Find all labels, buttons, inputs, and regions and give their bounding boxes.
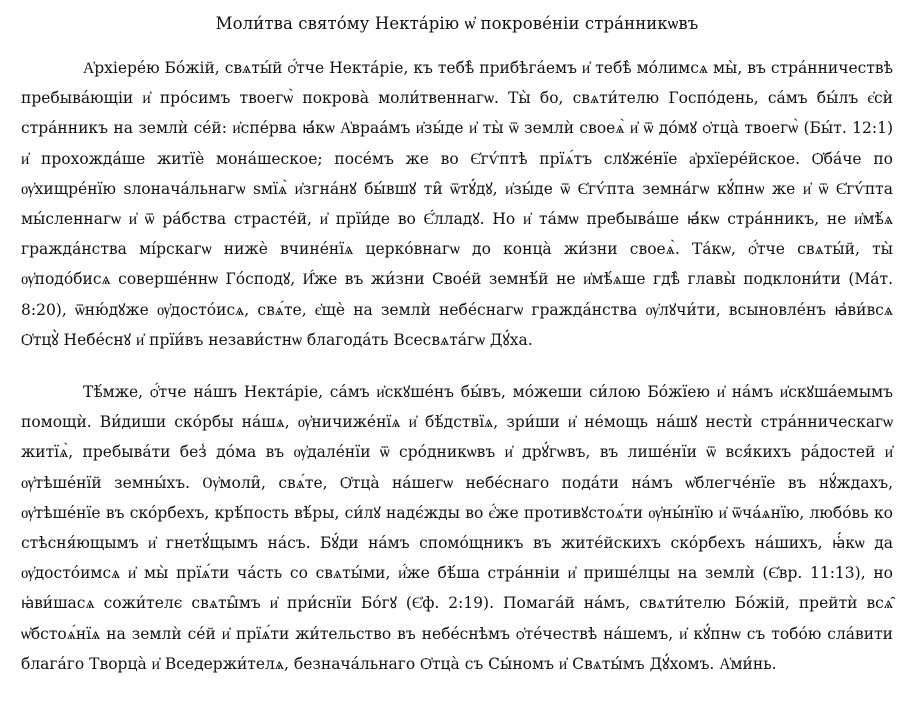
prayer-title: Моли́тва свято́му Некта́рію ѡ҆ покрове́ніи стра́нникѡвъ (215, 14, 699, 33)
prayer-paragraph-1: А҆рхіере́ю Бо́жій, свѧты́й ѻ҆́тче Некта́ріе, къ тебѣ̀ прибѣга́емъ и҆ тебѣ̀ мо́лимсѧ мы̀, въ стра́нничествѣ пребыва́ющіи и҆ про́симъ твоегѡ̀ покрова̀ моли́твеннагѡ. Ты̀ бо, свѧти́телю Госпо́день, са́мъ бы́лъ є҆сѝ стра́нникъ на землѝ се́й: и҆спе́рва ꙗ҆́кѡ А҆враа́мъ и҆зы́де и҆ ты̀ ѿ землѝ своеѧ̀ и҆ ѿ до́мꙋ ѻ҆тца̀ твоегѡ̀ (Бы́т. 12:1) и҆ прохожда́ше житїѐ мона́шеское; посе́мъ же во Є҆гѵ́птѣ прїѧ́тъ слꙋже́нїе а҆рхїере́йское. Ѻ҆ба́че по ѹ҆хищре́нїю ѕлонача́льнагѡ ѕмїѧ̀ и҆згна́нꙋ бы́вшꙋ ти̑ ѿтꙋ́дꙋ, и҆зы́де ѿ Є҆гѵ́пта земна́гѡ кꙋ́пнѡ же и҆ ѿ Є҆гѵ́пта мы́сленнагѡ и҆ ѿ ра́бства страсте́й, и҆ прїи́де во Є҆́лладꙋ. Но и҆ та́мѡ пребыва́ше ꙗ҆́кѡ стра́нникъ, не и҆мѣ́ѧ гражда́нства мі́рскагѡ нижѐ вчине́нїѧ церко́внагѡ до конца̀ жи́зни своеѧ̀. Та́кѡ, ѻ҆́тче свѧты́й, ты̀ ѹ҆подо́бисѧ соверше́ннѡ Го́сподꙋ, И҆́же въ жи́зни Свое́й земнѣ́й не и҆мѣ́ѧше гдѣ̀ главы̀ подклони́ти (Ма́т. 8:20), ѿню́дꙋже ѹ҆досто́исѧ, свѧ́те, є҆щѐ на землѝ небе́снагѡ гражда́нства ѹ҆лꙋчи́ти, всыновле́нъ ꙗ҆ви́всѧ Ѻ҆тцꙋ̀ Небе́снꙋ и҆ прїи́въ незави́стнѡ благода́ть Всесвѧта́гѡ Дꙋ́ха. (21, 59, 893, 349)
prayer-paragraph-2: Тѣ́мже, ѻ҆́тче на́шъ Некта́ріе, са́мъ и҆скꙋше́нъ бы́въ, мо́жеши си́лою Бо́жїею и҆ на́мъ и҆скꙋша́емымъ помощѝ. Ви́диши ско́рбы на́шѧ, ѹ҆ничиже́нїѧ и҆ бѣ́дствїѧ, зри́ши и҆ не́мощь на́шꙋ нестѝ стра́нническагѡ житїѧ̀, пребыва́ти без̾ до́ма въ ѹ҆дале́нїи ѿ сро́дникѡвъ и҆ дрꙋ́гѡвъ, въ лише́нїи ѿ вся́кихъ ра́достей и҆ ѹ҆тѣше́нїй земны́хъ. Ѹ҆моли̑, свѧ́те, Ѻ҆тца̀ на́шегѡ небе́снаго пода́ти на́мъ ѡ҆блегче́нїе въ нꙋ́ждахъ, ѹ҆тѣше́нїе въ ско́рбехъ, крѣ́пость вѣ́ры, си́лꙋ надє́жды во є҆́же противꙋстоѧ́ти ѹ҆ны́нїю и҆ ѿча́ѧнїю, любо́вь ко стѣсня́ющымъ и҆ гнетꙋ́щымъ на́съ. Бꙋ́ди на́мъ спомо́щникъ въ жите́йскихъ ско́рбехъ на́шихъ, ꙗ҆́кѡ да ѹ҆досто́имсѧ и҆ мы̀ прїѧ́ти ча́сть со свѧты́ми, и҆́же бѣ́ша стра́нніи и҆ прише́лцы на землѝ (Є҆вр. 11:13), но ꙗ҆ви́шасѧ сожи́телє свѧты̑мъ и҆ при́снїи Бо́гꙋ (Є҆ф. 2:19). Помага́й на́мъ, свѧти́телю Бо́жій, прейтѝ всѧ̑ ѡ҆бстоѧ́нїѧ на землѝ се́й и҆ прїѧ́ти жи́тельство въ небе́снѣмъ ѻ҆те́чествѣ на́шемъ, и҆ кꙋ́пнѡ съ тобо́ю сла́вити блага́го Творца̀ и҆ Вседержи́телѧ, безнача́льнаго Ѻ҆тца̀ съ Сы́номъ и҆ Свѧты́мъ Дꙋ́хомъ. А҆ми́нь. (21, 383, 893, 673)
